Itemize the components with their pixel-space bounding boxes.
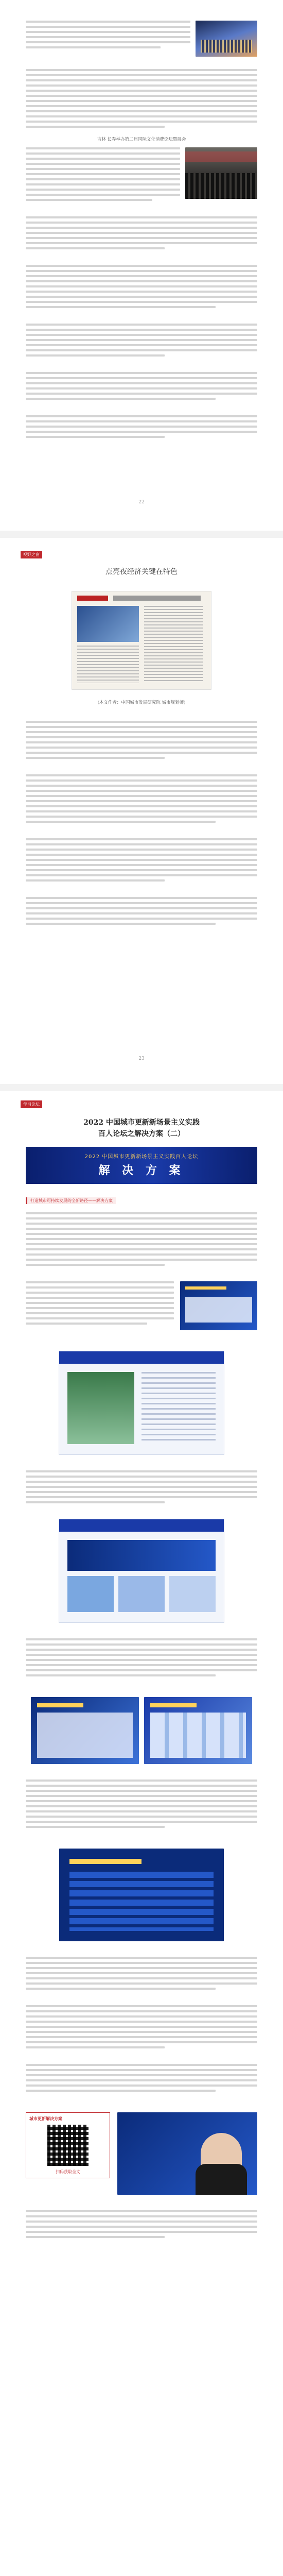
page-2-body-text-4 [26, 897, 257, 925]
banner-subtitle: 2022 中国城市更新新场景主义实践百人论坛 [84, 1154, 199, 1160]
page-1-body-text-6 [26, 372, 257, 400]
section-tag: 打造城市可持续发展的全新路径——解决方案 [26, 1197, 116, 1204]
page-3-body-text-7 [26, 2005, 257, 2048]
page-1-body-text-3 [26, 216, 257, 249]
column-label: 学习论坛 [21, 1100, 42, 1108]
qr-subtitle: 扫码获取全文 [56, 2170, 80, 2174]
page-2-body-text-1 [26, 721, 257, 759]
page-title: 点亮夜经济关键在特色 [105, 568, 178, 576]
slide-image-5 [59, 1849, 224, 1941]
qr-code-icon [47, 2125, 89, 2166]
page-3-body-text-5 [26, 1780, 257, 1828]
page-title-line-1: 2022 中国城市更新新场景主义实践 [83, 1118, 200, 1127]
page-1-body-text-2 [26, 147, 180, 201]
page-1-intro-text [26, 21, 190, 57]
author-note: (本文作者：中国城市发展研究院 城市规划师) [97, 700, 186, 705]
banner-title: 解 决 方 案 [98, 1164, 185, 1177]
page-1-body-text-5 [26, 324, 257, 357]
page-title-line-2: 百人论坛之解决方案（二） [98, 1130, 185, 1138]
page-3-body-text-1 [26, 1212, 257, 1266]
page-3-body-text-3 [26, 1470, 257, 1503]
slide-thumbnail-1 [180, 1281, 257, 1330]
page-1 [0, 0, 283, 531]
page-3-body-text-4 [26, 1638, 257, 1676]
page-divider [0, 1084, 283, 1091]
page-3 [0, 1091, 283, 2576]
page-3-body-text-8 [26, 2064, 257, 2092]
slide-image-4 [144, 1697, 252, 1764]
newspaper-clipping-image [72, 591, 211, 690]
page-3-body-text-6 [26, 1957, 257, 1990]
speaker-photo [117, 2112, 257, 2195]
photo-caption: 吉林 长春举办第二届国际文化消费论坛暨展会 [97, 137, 186, 142]
page-1-body-text-1 [26, 69, 257, 128]
page-2-body-text-2 [26, 774, 257, 823]
column-label: 视野之窗 [21, 551, 42, 558]
page-1-body-text-4 [26, 265, 257, 308]
qr-title: 城市更新解决方案 [29, 2116, 62, 2121]
page-3-body-text-2 [26, 1281, 174, 1330]
city-night-photo [196, 21, 257, 57]
page-number: 22 [138, 500, 145, 505]
page-1-body-text-7 [26, 415, 257, 438]
qr-code-box [26, 2112, 110, 2178]
page-number: 23 [138, 1056, 145, 1061]
page-divider [0, 531, 283, 538]
slide-image-3 [31, 1697, 139, 1764]
page-3-body-text-9 [26, 2210, 257, 2238]
forum-audience-photo [185, 147, 257, 199]
page-2-body-text-3 [26, 838, 257, 882]
solution-banner [26, 1147, 257, 1184]
page-2 [0, 538, 283, 1084]
slide-image-1 [59, 1351, 224, 1455]
slide-image-2 [59, 1519, 224, 1623]
